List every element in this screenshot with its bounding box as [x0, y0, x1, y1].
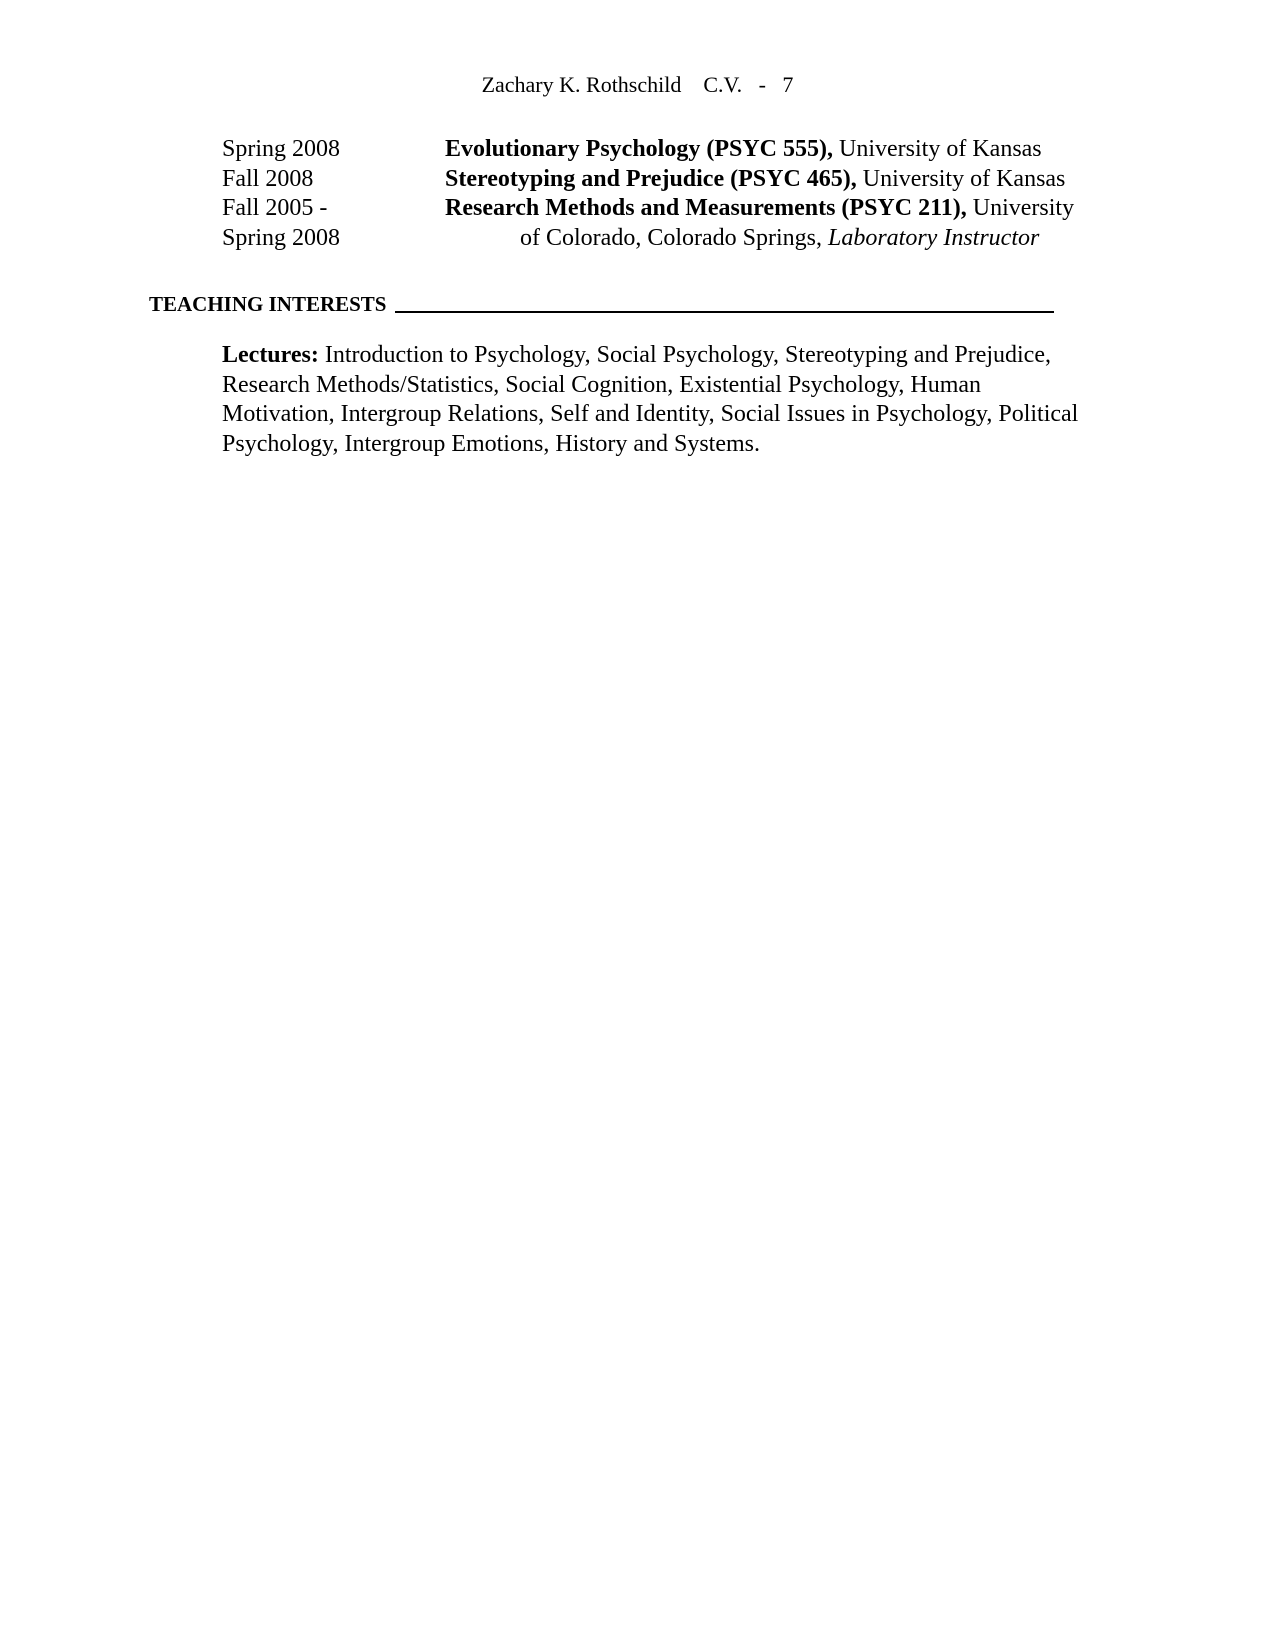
teaching-interests-paragraph — [222, 341, 1122, 459]
course-institution: University — [966, 195, 1075, 221]
teaching-row — [222, 224, 1122, 254]
teaching-row — [222, 165, 1122, 195]
course-role: Laboratory Instructor — [827, 224, 1040, 251]
teaching-date: Fall 2008 — [222, 165, 314, 192]
interests-line — [222, 341, 1122, 371]
section-heading-label: TEACHING INTERESTS — [149, 292, 387, 316]
course-title: Evolutionary Psychology (PSYC 555), — [445, 136, 834, 162]
teaching-entry — [445, 194, 1122, 224]
interests-text: Introduction to Psychology, Social Psychology, Stereotyping and Prejudice, — [318, 342, 1051, 368]
teaching-date: Spring 2008 — [222, 224, 341, 251]
section-heading-teaching-interests — [149, 292, 1054, 316]
teaching-entry-continuation — [445, 224, 1122, 254]
interests-line: Motivation, Intergroup Relations, Self and Identity, Social Issues in Psychology, Political — [222, 401, 1079, 427]
page-header: Zachary K. Rothschild C.V. - 7 — [481, 72, 794, 97]
section-rule — [395, 311, 1055, 313]
course-title: Research Methods and Measurements (PSYC 211), — [445, 195, 967, 221]
teaching-row — [222, 194, 1122, 224]
interests-label: Lectures: — [222, 342, 319, 368]
teaching-date: Spring 2008 — [222, 136, 341, 162]
teaching-date: Fall 2005 - — [222, 195, 328, 221]
interests-line: Research Methods/Statistics, Social Cognition, Existential Psychology, Human — [222, 371, 982, 398]
teaching-row — [222, 135, 1122, 165]
teaching-entry — [445, 135, 1122, 165]
course-title: Stereotyping and Prejudice (PSYC 465), — [445, 165, 857, 192]
course-institution: University of Kansas — [856, 165, 1066, 192]
course-institution: of Colorado, Colorado Springs, — [520, 224, 828, 251]
interests-line: Psychology, Intergroup Emotions, History and Systems. — [222, 430, 760, 457]
teaching-entry — [445, 165, 1122, 195]
course-institution: University of Kansas — [833, 136, 1042, 162]
teaching-list — [222, 135, 1122, 253]
